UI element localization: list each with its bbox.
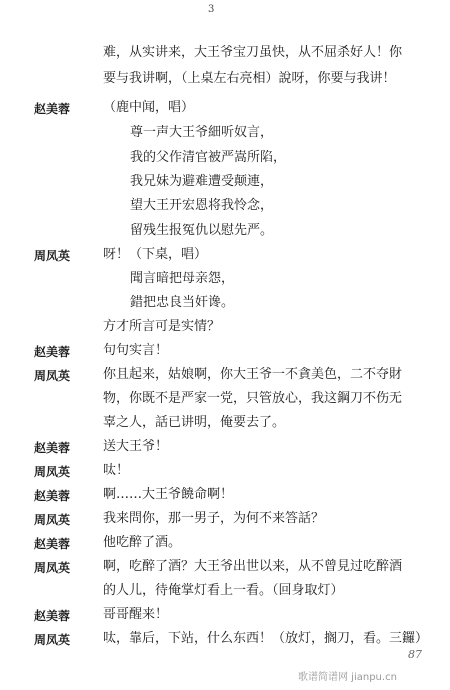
speaker-name: 赵美蓉: [34, 102, 71, 116]
speaker-name: 周凤英: [34, 369, 71, 383]
speaker-name: 周凤英: [34, 249, 71, 263]
script-line: 辜之人，話已讲明，俺要去了。: [103, 415, 286, 430]
speaker-name: 周凤英: [34, 633, 71, 647]
script-line: 你且起来，姑娘啊，你大王爷一不貪美色，二不夺財: [103, 367, 403, 382]
script-line: 他吃醉了酒。: [103, 535, 182, 550]
script-line: 的人儿，待俺掌灯看上一看。（回身取灯）: [103, 583, 344, 598]
watermark: 歌谱简谱网 jianpu.cn: [298, 672, 397, 683]
script-line: 呀！（下桌，唱）: [103, 247, 208, 262]
script-line: 啊，吃醉了酒？大王爷出世以来，从不曾見过吃醉酒: [103, 559, 403, 574]
script-line: 哥哥醒来！: [103, 607, 169, 622]
script-line: 难，从实讲来，大王爷宝刀虽快，从不屈杀好人！你: [103, 45, 403, 60]
script-line: 我兄妹为避难遭受颠連，: [130, 174, 274, 189]
speaker-name: 赵美蓉: [34, 489, 71, 503]
script-line: 要与我讲啊，（上桌左右亮相）說呀，你要与我讲！: [103, 71, 396, 86]
script-line: 送大王爷！: [103, 439, 169, 454]
script-line: 尊一声大王爷細听奴言，: [130, 125, 274, 140]
script-line: 物，你既不是严家一党，只管放心，我这鋼刀不伤无: [103, 391, 403, 406]
script-line: 留残生报冤仇以慰先严。: [130, 223, 274, 238]
speaker-name: 赵美蓉: [34, 441, 71, 455]
script-line: 錯把忠良当奸谗。: [130, 295, 235, 310]
speaker-name: 周凤英: [34, 561, 71, 575]
script-line: 呔！: [103, 463, 130, 478]
script-line: （鹿中闻，唱）: [103, 100, 195, 115]
speaker-name: 赵美蓉: [34, 345, 71, 359]
page-number: 87: [408, 648, 422, 661]
script-line: 望大王开宏恩将我怜念，: [130, 198, 274, 213]
speaker-name: 周凤英: [34, 465, 71, 479]
script-line: 聞言暗把母亲怨，: [130, 271, 235, 286]
script-line: 呔，靠后，下站，什么东西！（放灯，搁刀，看。三鑼）: [103, 631, 429, 646]
script-line: 啊……大王爷饒命啊！: [103, 487, 234, 502]
top-mark: 3: [208, 4, 215, 15]
script-line: 方才所言可是实情？: [103, 319, 221, 334]
script-line: 我来問你，那一男子，为何不来答話？: [103, 511, 325, 526]
script-line: 句句实言！: [103, 343, 169, 358]
speaker-name: 赵美蓉: [34, 609, 71, 623]
speaker-name: 周凤英: [34, 513, 71, 527]
script-line: 我的父作清官被严嵩所陷，: [130, 150, 287, 165]
speaker-name: 赵美蓉: [34, 537, 71, 551]
